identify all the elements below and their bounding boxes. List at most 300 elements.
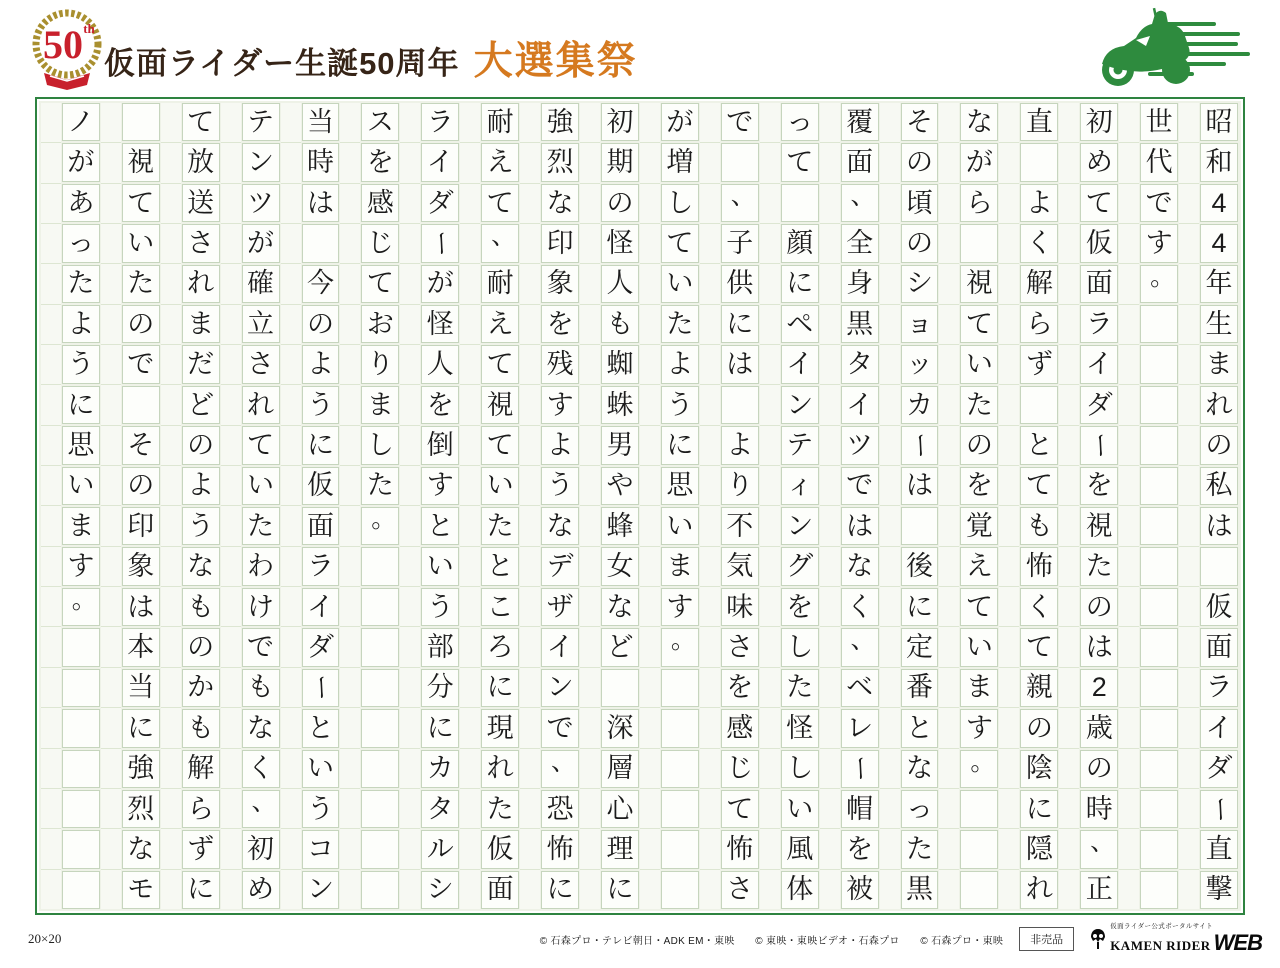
grid-cell: の (901, 143, 939, 181)
grid-cell (661, 830, 699, 868)
furigana-strip (999, 103, 1019, 909)
grid-cell: い (960, 345, 998, 383)
site-logo-main-text: KAMEN RIDER WEB (1110, 929, 1262, 955)
rider-head-icon (1090, 928, 1106, 950)
grid-cell: て (361, 265, 399, 303)
grid-cell (1140, 507, 1178, 545)
grid-cell (1140, 345, 1178, 383)
grid-cell: ツ (841, 426, 879, 464)
grid-cell (1140, 426, 1178, 464)
grid-cell: 2 (1080, 669, 1118, 707)
grid-cell: の (182, 426, 220, 464)
page-subtitle: 大選集祭 (473, 40, 638, 83)
grid-cell: テ (242, 103, 280, 141)
furigana-strip (760, 103, 780, 909)
grid-cell: 身 (841, 265, 879, 303)
furigana-strip (640, 103, 660, 909)
grid-cell: て (182, 103, 220, 141)
grid-cell: 当 (122, 669, 160, 707)
grid-cell: す (541, 386, 579, 424)
grid-cell: 部 (421, 628, 459, 666)
grid-cell: て (721, 790, 759, 828)
grid-cell: イ (302, 588, 340, 626)
grid-cell: に (601, 871, 639, 909)
grid-cell: 4 (1200, 224, 1238, 262)
grid-cell: を (721, 669, 759, 707)
grid-cell: な (541, 507, 579, 545)
grid-cell: た (960, 386, 998, 424)
grid-cell: 残 (541, 345, 579, 383)
grid-cell: す (960, 709, 998, 747)
furigana-strip (820, 103, 840, 909)
grid-cell (1140, 305, 1178, 343)
furigana-strip (400, 103, 420, 909)
grid-cell: た (901, 830, 939, 868)
grid-cell: ィ (781, 467, 819, 505)
grid-cell: な (901, 750, 939, 788)
grid-cell: テ (781, 426, 819, 464)
grid-cell: ン (242, 143, 280, 181)
grid-cell: が (421, 265, 459, 303)
grid-cell (1140, 830, 1178, 868)
furigana-strip (939, 103, 959, 909)
text-column-12 (520, 103, 580, 909)
text-column-13 (460, 103, 520, 909)
grid-cell: 視 (960, 265, 998, 303)
grid-cell: 、 (541, 750, 579, 788)
grid-cell: た (122, 265, 160, 303)
grid-cell: か (182, 669, 220, 707)
grid-cell: と (421, 507, 459, 545)
grid-cell: よ (721, 426, 759, 464)
grid-cell: の (182, 628, 220, 666)
grid-cell: 人 (601, 265, 639, 303)
grid-cell: の (960, 426, 998, 464)
grid-cell: け (242, 588, 280, 626)
grid-cell: よ (62, 305, 100, 343)
grid-size-label: 20×20 (28, 931, 62, 946)
grid-cell (302, 224, 340, 262)
grid-cell: イ (421, 143, 459, 181)
grid-cell: に (122, 709, 160, 747)
grid-cell (361, 709, 399, 747)
furigana-strip (161, 103, 181, 909)
grid-cell: に (721, 305, 759, 343)
grid-cell: う (661, 386, 699, 424)
grid-cell: イ (1080, 345, 1118, 383)
grid-cell: 世 (1140, 103, 1178, 141)
furigana-strip (281, 103, 301, 909)
grid-cell: す (62, 547, 100, 585)
grid-cell: が (62, 143, 100, 181)
grid-cell: り (361, 345, 399, 383)
grid-cell: し (781, 628, 819, 666)
grid-cell: 顔 (781, 224, 819, 262)
grid-cell (661, 669, 699, 707)
grid-cell: 不 (721, 507, 759, 545)
grid-cell: ま (361, 386, 399, 424)
grid-cell: の (901, 224, 939, 262)
grid-cell: レ (841, 709, 879, 747)
grid-cell: よ (541, 426, 579, 464)
grid-cell: 送 (182, 184, 220, 222)
kamen-rider-web-text-group (1110, 924, 1262, 954)
grid-cell (960, 224, 998, 262)
grid-cell: い (661, 265, 699, 303)
grid-cell: 仮 (1200, 588, 1238, 626)
grid-cell: イ (541, 628, 579, 666)
grid-cell: ら (1020, 305, 1058, 343)
grid-cell: シ (421, 871, 459, 909)
grid-cell: な (601, 588, 639, 626)
grid-cell: 昭 (1200, 103, 1238, 141)
grid-cell: ョ (901, 305, 939, 343)
grid-cell: 怪 (421, 305, 459, 343)
grid-cell: 感 (721, 709, 759, 747)
grid-cell: て (960, 305, 998, 343)
grid-cell: 初 (1080, 103, 1118, 141)
grid-cell: 当 (302, 103, 340, 141)
grid-cell: 印 (122, 507, 160, 545)
grid-cell: じ (721, 750, 759, 788)
grid-cell (62, 709, 100, 747)
grid-cell: 仮 (302, 467, 340, 505)
grid-cell: さ (182, 224, 220, 262)
grid-cell: と (901, 709, 939, 747)
grid-cell: な (242, 709, 280, 747)
grid-cell: よ (1020, 184, 1058, 222)
grid-cell: 黒 (901, 871, 939, 909)
grid-cell: と (481, 547, 519, 585)
grid-cell: 理 (601, 830, 639, 868)
furigana-strip (41, 103, 61, 909)
site-logo-small-text: 仮面ライダー公式ポータルサイト (1110, 923, 1214, 931)
grid-cell: い (661, 507, 699, 545)
grid-cell (361, 790, 399, 828)
grid-cell: い (62, 467, 100, 505)
grid-cell: を (1080, 467, 1118, 505)
grid-cell: ダ (1080, 386, 1118, 424)
grid-cell (361, 669, 399, 707)
grid-cell: 正 (1080, 871, 1118, 909)
grid-cell: で (841, 467, 879, 505)
grid-cell (781, 184, 819, 222)
grid-cell: 恐 (541, 790, 579, 828)
grid-cell: 定 (901, 628, 939, 666)
grid-cell: て (1020, 467, 1058, 505)
grid-cell: 。 (661, 628, 699, 666)
grid-cell: よ (661, 345, 699, 383)
grid-cell: を (841, 830, 879, 868)
furigana-strip (520, 103, 540, 909)
grid-cell: 層 (601, 750, 639, 788)
grid-cell: 烈 (541, 143, 579, 181)
grid-cell: 初 (242, 830, 280, 868)
grid-cell: 陰 (1020, 750, 1058, 788)
grid-cell: て (242, 426, 280, 464)
grid-cell: ツ (242, 184, 280, 222)
grid-cell: ノ (62, 103, 100, 141)
grid-cell: に (481, 669, 519, 707)
text-column-11 (580, 103, 640, 909)
grid-cell (960, 830, 998, 868)
grid-cell: く (1020, 224, 1058, 262)
grid-cell (1200, 547, 1238, 585)
grid-cell (62, 750, 100, 788)
grid-cell: て (781, 143, 819, 181)
grid-cell: く (841, 588, 879, 626)
grid-cell: え (481, 305, 519, 343)
50th-anniversary-logo-icon (26, 5, 108, 91)
not-for-sale-badge: 非売品 (1019, 927, 1074, 951)
grid-cell (1020, 143, 1058, 181)
grid-cell: す (1140, 224, 1178, 262)
grid-cell (62, 830, 100, 868)
grid-cell: あ (62, 184, 100, 222)
grid-cell: に (661, 426, 699, 464)
text-column-2 (1119, 103, 1179, 909)
grid-cell: に (182, 871, 220, 909)
grid-cell: ザ (541, 588, 579, 626)
grid-cell: 帽 (841, 790, 879, 828)
grid-cell: ま (960, 669, 998, 707)
text-column-16 (281, 103, 341, 909)
text-column-18 (161, 103, 221, 909)
grid-cell: し (361, 426, 399, 464)
grid-cell: ら (182, 790, 220, 828)
grid-cell: な (541, 184, 579, 222)
grid-cell: の (302, 305, 340, 343)
grid-cell: 面 (1200, 628, 1238, 666)
grid-cell: タ (421, 790, 459, 828)
grid-cell: デ (541, 547, 579, 585)
grid-cell: う (421, 588, 459, 626)
grid-cell (721, 386, 759, 424)
grid-cell: う (302, 386, 340, 424)
grid-cell: て (1080, 184, 1118, 222)
grid-cell: 強 (541, 103, 579, 141)
grid-cell: 解 (1020, 265, 1058, 303)
text-column-5 (939, 103, 999, 909)
grid-cell: 放 (182, 143, 220, 181)
grid-cell: は (1200, 507, 1238, 545)
grid-cell: い (122, 224, 160, 262)
grid-cell (122, 386, 160, 424)
grid-cell: ン (541, 669, 579, 707)
grid-cell: ペ (781, 305, 819, 343)
grid-cell: 全 (841, 224, 879, 262)
grid-cell: 怪 (601, 224, 639, 262)
grid-cell: ラ (1200, 669, 1238, 707)
grid-cell: に (1020, 790, 1058, 828)
svg-text:th: th (83, 21, 95, 36)
grid-cell: カ (901, 386, 939, 424)
grid-cell (960, 871, 998, 909)
grid-cell: た (62, 265, 100, 303)
grid-cell: 供 (721, 265, 759, 303)
grid-cell: 親 (1020, 669, 1058, 707)
grid-cell: い (302, 750, 340, 788)
grid-cell: を (421, 386, 459, 424)
grid-cell: お (361, 305, 399, 343)
grid-cell: 怖 (541, 830, 579, 868)
grid-cell: 代 (1140, 143, 1178, 181)
grid-cell: そ (901, 103, 939, 141)
text-column-17 (221, 103, 281, 909)
grid-cell: 隠 (1020, 830, 1058, 868)
grid-cell: れ (182, 265, 220, 303)
text-column-10 (640, 103, 700, 909)
text-column-9 (700, 103, 760, 909)
grid-cell: 時 (1080, 790, 1118, 828)
page-title-group (104, 30, 638, 86)
grid-cell: も (182, 709, 220, 747)
grid-cell: の (122, 467, 160, 505)
grid-cell: れ (242, 386, 280, 424)
grid-cell (1140, 628, 1178, 666)
copyright-line: © 石森プロ・テレビ朝日・ADK EM・東映 © 東映・東映ビデオ・石森プロ © 石森プロ・東映 (539, 935, 1004, 947)
grid-cell: に (62, 386, 100, 424)
grid-cell: が (661, 103, 699, 141)
grid-cell: 感 (361, 184, 399, 222)
furigana-strip (460, 103, 480, 909)
grid-cell: よ (182, 467, 220, 505)
grid-cell: 現 (481, 709, 519, 747)
grid-cell: ッ (901, 345, 939, 383)
grid-cell: え (960, 547, 998, 585)
grid-cell (1140, 386, 1178, 424)
grid-cell: ン (781, 386, 819, 424)
grid-cell: 蜘 (601, 345, 639, 383)
grid-cell: い (481, 467, 519, 505)
grid-cell: を (781, 588, 819, 626)
grid-cell (62, 790, 100, 828)
grid-cell: で (1140, 184, 1178, 222)
grid-cell: 面 (1080, 265, 1118, 303)
grid-cell (661, 790, 699, 828)
grid-cell: よ (302, 345, 340, 383)
grid-cell: 初 (601, 103, 639, 141)
grid-cell: ベ (841, 669, 879, 707)
grid-cell (601, 669, 639, 707)
grid-cell: ン (302, 871, 340, 909)
grid-cell: に (781, 265, 819, 303)
grid-cell: ず (182, 830, 220, 868)
grid-cell: 覆 (841, 103, 879, 141)
text-column-15 (340, 103, 400, 909)
furigana-strip (221, 103, 241, 909)
grid-cell: ダ (421, 184, 459, 222)
grid-cell: 撃 (1200, 871, 1238, 909)
grid-cell: 後 (901, 547, 939, 585)
grid-cell: 確 (242, 265, 280, 303)
grid-cell: ダ (1200, 750, 1238, 788)
grid-cell (361, 547, 399, 585)
grid-cell: は (1080, 628, 1118, 666)
motorcycle-rider-icon (1092, 6, 1252, 90)
grid-cell: で (721, 103, 759, 141)
grid-cell (960, 790, 998, 828)
grid-cell: 。 (361, 507, 399, 545)
grid-cell: イ (1200, 709, 1238, 747)
grid-cell: 印 (541, 224, 579, 262)
grid-cell: す (421, 467, 459, 505)
grid-cell: ま (1200, 345, 1238, 383)
grid-cell: 面 (302, 507, 340, 545)
grid-cell: 仮 (1080, 224, 1118, 262)
grid-cell: 象 (541, 265, 579, 303)
grid-cell: 直 (1020, 103, 1058, 141)
grid-cell: う (302, 790, 340, 828)
grid-cell: 立 (242, 305, 280, 343)
text-column-3 (1059, 103, 1119, 909)
grid-cell: ま (661, 547, 699, 585)
grid-cell: に (421, 709, 459, 747)
grid-cell: イ (841, 386, 879, 424)
grid-cell: す (661, 588, 699, 626)
grid-cell: 仮 (481, 830, 519, 868)
grid-cell: な (182, 547, 220, 585)
grid-cell: イ (781, 345, 819, 383)
grid-cell: 4 (1200, 184, 1238, 222)
grid-cell: は (302, 184, 340, 222)
grid-cell (1020, 386, 1058, 424)
grid-cell: 面 (841, 143, 879, 181)
grid-cell: 風 (781, 830, 819, 868)
grid-cell (361, 871, 399, 909)
furigana-strip (1059, 103, 1079, 909)
grid-cell: ー (901, 426, 939, 464)
grid-cell: 和 (1200, 143, 1238, 181)
grid-cell (1140, 790, 1178, 828)
grid-cell: を (361, 143, 399, 181)
grid-cell: う (541, 467, 579, 505)
grid-cell: は (901, 467, 939, 505)
grid-cell: 、 (841, 628, 879, 666)
grid-cell: て (122, 184, 160, 222)
grid-cell: タ (841, 345, 879, 383)
grid-cell: 味 (721, 588, 759, 626)
grid-cell (901, 507, 939, 545)
grid-cell: た (1080, 547, 1118, 585)
grid-cell (62, 628, 100, 666)
grid-cell: じ (361, 224, 399, 262)
grid-cell: っ (62, 224, 100, 262)
grid-cell: ー (841, 750, 879, 788)
grid-cell: た (661, 305, 699, 343)
grid-cell: 人 (421, 345, 459, 383)
grid-cell: 倒 (421, 426, 459, 464)
grid-cell: 直 (1200, 830, 1238, 868)
grid-cell: 。 (62, 588, 100, 626)
kamen-rider-web-logo (1090, 924, 1262, 954)
grid-cell: の (601, 184, 639, 222)
grid-cell: 耐 (481, 103, 519, 141)
grid-cell: り (721, 467, 759, 505)
furigana-strip (1119, 103, 1139, 909)
grid-cell: 深 (601, 709, 639, 747)
grid-cell: く (242, 750, 280, 788)
grid-cell: 怪 (781, 709, 819, 747)
grid-cell: い (781, 790, 819, 828)
grid-cell: 増 (661, 143, 699, 181)
grid-cell: 思 (62, 426, 100, 464)
grid-cell: と (1020, 426, 1058, 464)
grid-cell: 面 (481, 871, 519, 909)
furigana-strip (340, 103, 360, 909)
grid-cell: て (481, 345, 519, 383)
grid-cell: 分 (421, 669, 459, 707)
